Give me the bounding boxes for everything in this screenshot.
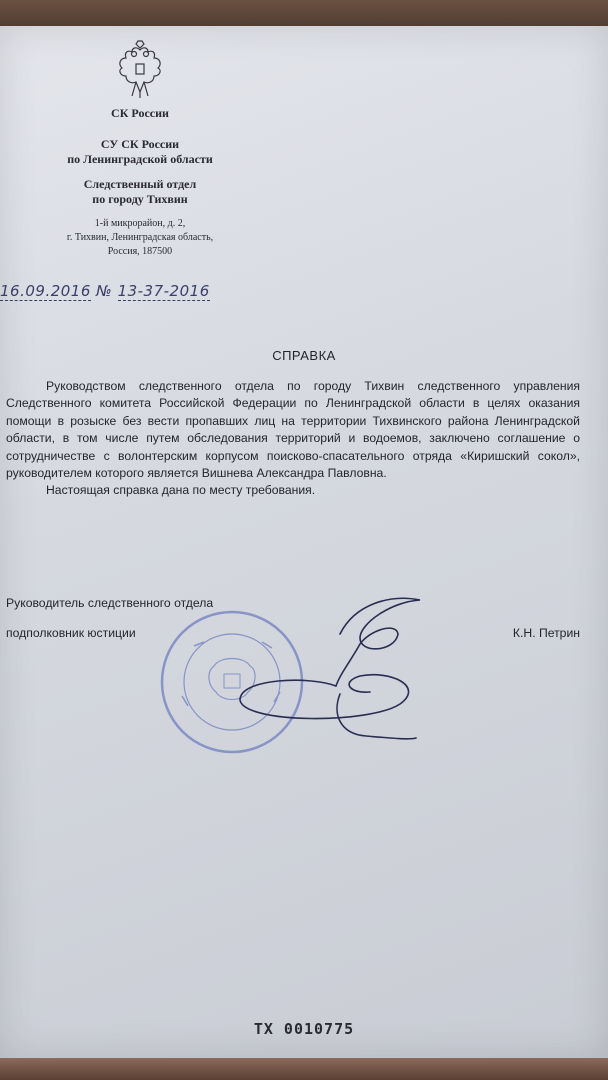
number-sign: №	[96, 282, 113, 300]
address-line2: г. Тихвин, Ленинградская область,	[66, 232, 214, 243]
table-edge	[0, 1058, 608, 1080]
signer-name: К.Н. Петрин	[512, 626, 580, 640]
document-paper	[0, 26, 608, 1058]
handwritten-number: 13-37-2016	[117, 282, 210, 300]
document-title: СПРАВКА	[272, 348, 336, 363]
double-headed-eagle-icon	[114, 40, 166, 100]
org-name: СК России	[111, 106, 169, 120]
form-serial-number: ТХ 0010775	[253, 1020, 355, 1038]
handwritten-reference	[0, 282, 260, 300]
document-body	[6, 378, 580, 500]
address-line1: 1-й микрорайон, д. 2,	[94, 218, 186, 229]
paragraph-main: Руководством следственного отдела по городу Тихвин следственного управления Следственного комитета Российской Федерации по Ленинградской области в целях оказания помощи в розыске без вести пропавших лиц на территории Тихвинского района Ленинградской области, в том числе путем обследования территорий и водоемов, заключено соглашение о сотрудничестве с волонтерским корпусом поисково-спасательного отряда «Киришский сокол», руководителем которого является Вишнева Александра Павловна.	[6, 379, 580, 481]
signer-position: Руководитель следственного отдела	[6, 596, 214, 610]
letterhead	[40, 40, 240, 259]
address-line3: Россия, 187500	[107, 246, 173, 257]
handwritten-signature	[220, 574, 440, 754]
department-line1: Следственный отдел	[83, 177, 197, 191]
org-subdivision-line1: СУ СК России	[100, 137, 180, 151]
department-line2: по городу Тихвин	[92, 192, 188, 206]
org-subdivision-line2: по Ленинградской области	[67, 152, 213, 166]
handwritten-date: 16.09.2016	[0, 282, 91, 300]
signer-rank: подполковник юстиции	[6, 626, 136, 640]
paragraph-closing: Настоящая справка дана по месту требования.	[46, 483, 316, 498]
